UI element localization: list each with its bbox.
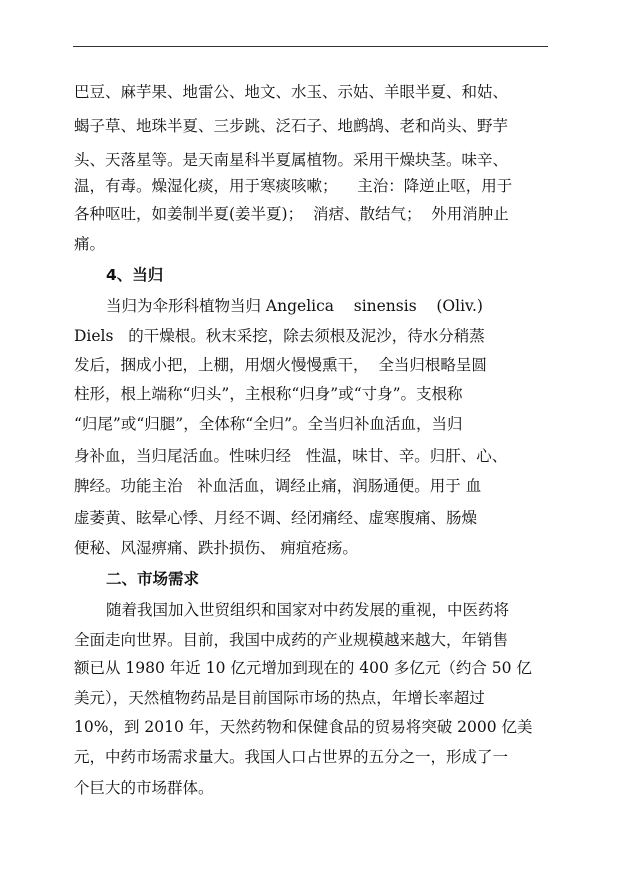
section-heading: 二、市场需求 bbox=[106, 570, 200, 588]
text-line: 头、天落星等。是天南星科半夏属植物。采用干燥块茎。味辛、 bbox=[74, 151, 509, 169]
header-rule bbox=[73, 46, 548, 47]
text-line: 柱形，根上端称“归头”，主根称“归身”或“寸身”。支根称 bbox=[74, 385, 463, 403]
text-line: 10%，到 2010 年，天然药物和保健食品的贸易将突破 2000 亿美 bbox=[74, 718, 533, 736]
text-line: 随着我国加入世贸组织和国家对中药发展的重视，中医药将 bbox=[106, 601, 510, 619]
text-line: 全面走向世界。目前，我国中成药的产业规模越来越大，年销售 bbox=[74, 631, 509, 649]
text-line: 个巨大的市场群体。 bbox=[74, 779, 214, 797]
text-line: 元，中药市场需求量大。我国人口占世界的五分之一，形成了一 bbox=[74, 748, 509, 766]
text-line: 身补血，当归尾活血。性味归经 性温，味甘、辛。归肝、心、 bbox=[74, 447, 508, 465]
section-heading: 4、当归 bbox=[106, 266, 164, 284]
text-line: 虚萎黄、眩晕心悸、月经不调、经闭痛经、虚寒腹痛、肠燥 bbox=[74, 509, 478, 527]
text-line: 当归为伞形科植物当归 Angelica sinensis (Oliv.) bbox=[106, 297, 483, 315]
text-line: 温，有毒。燥湿化痰，用于寒痰咳嗽； 主治：降逆止呕，用于 bbox=[74, 177, 513, 195]
text-line: 便秘、风湿痹痛、跌扑损伤、 痈疽疮疡。 bbox=[74, 539, 358, 557]
text-line: “归尾”或“归腿”，全体称“全归”。全当归补血活血，当归 bbox=[74, 415, 463, 433]
text-line: 巴豆、麻芋果、地雷公、地文、水玉、示姑、羊眼半夏、和姑、 bbox=[74, 83, 509, 101]
text-line: 各种呕吐，如姜制半夏(姜半夏)； 消痞、散结气； 外用消肿止 bbox=[74, 205, 509, 223]
text-line: 额已从 1980 年近 10 亿元增加到现在的 400 多亿元（约合 50 亿 bbox=[74, 659, 532, 677]
text-line: 美元），天然植物药品是目前国际市场的热点，年增长率超过 bbox=[74, 689, 485, 707]
text-line: 蝎子草、地珠半夏、三步跳、泛石子、地鹧鸪、老和尚头、野芋 bbox=[74, 117, 509, 135]
text-line: Diels 的干燥根。秋末采挖，除去须根及泥沙，待水分稍蒸 bbox=[74, 327, 485, 345]
text-line: 脾经。功能主治 补血活血，调经止痛，润肠通便。用于 血 bbox=[74, 477, 482, 495]
text-line: 痛。 bbox=[74, 235, 106, 253]
text-line: 发后，捆成小把，上棚，用烟火慢慢熏干， 全当归根略呈圆 bbox=[74, 356, 487, 374]
